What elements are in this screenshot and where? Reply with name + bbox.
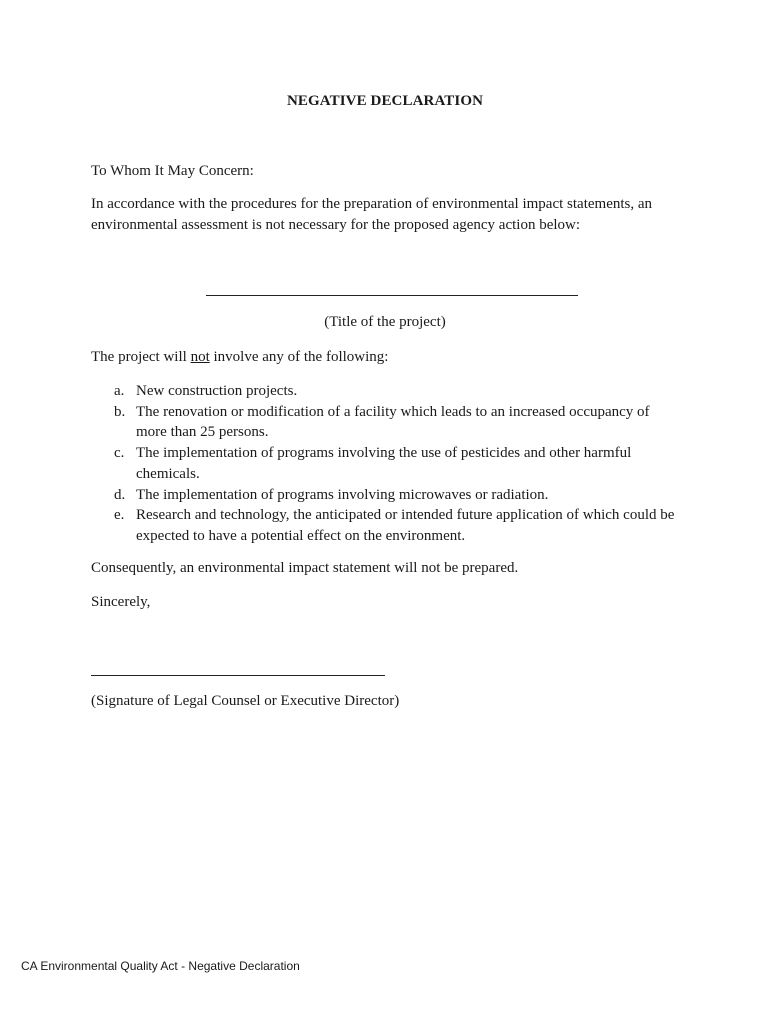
list-item-text: chemicals. [136, 465, 200, 482]
page-footer: CA Environmental Quality Act - Negative Declaration [21, 959, 300, 973]
salutation: To Whom It May Concern: [91, 163, 254, 179]
closing: Sincerely, [91, 594, 151, 610]
list-item [114, 381, 674, 402]
lead-text-before: The project will [91, 349, 191, 365]
list-item [114, 443, 674, 484]
list-item-text: The implementation of programs involving the use of pesticides and other harmful [136, 445, 632, 462]
list-item-marker: c. [114, 445, 125, 462]
lead-text-after: involve any of the following: [209, 349, 389, 365]
list-item-marker: e. [114, 507, 125, 524]
list-item [114, 485, 674, 506]
list-item [114, 505, 674, 546]
project-title-caption: (Title of the project) [324, 314, 446, 330]
conclusion-sentence: Consequently, an environmental impact statement will not be prepared. [91, 560, 519, 576]
list-item-text: more than 25 persons. [136, 424, 269, 441]
list-item-text: The implementation of programs involving microwaves or radiation. [136, 486, 549, 503]
list-item-marker: a. [114, 383, 125, 399]
list-item-marker: b. [114, 403, 126, 420]
intro-line: In accordance with the procedures for the preparation of environmental impact statements, an [91, 196, 653, 212]
list-item-text: expected to have a potential effect on the environment. [136, 527, 466, 544]
intro-line: environmental assessment is not necessary for the proposed agency action below: [91, 217, 581, 233]
list-item-marker: d. [114, 486, 126, 503]
list-item [114, 402, 674, 443]
project-title-blank-line [206, 295, 578, 296]
lead-emphasis: not [190, 349, 210, 365]
list-item-text: Research and technology, the anticipated or intended future application of which could be [136, 507, 675, 524]
signature-blank-line [91, 675, 385, 676]
list-item-text: New construction projects. [136, 383, 298, 399]
list-item-text: The renovation or modification of a facility which leads to an increased occupancy of [136, 403, 650, 420]
intro-paragraph [91, 194, 691, 236]
signature-caption: (Signature of Legal Counsel or Executive Director) [91, 693, 400, 709]
document-heading: NEGATIVE DECLARATION [286, 93, 484, 109]
exclusion-list [114, 381, 674, 547]
list-lead-sentence [91, 347, 388, 368]
